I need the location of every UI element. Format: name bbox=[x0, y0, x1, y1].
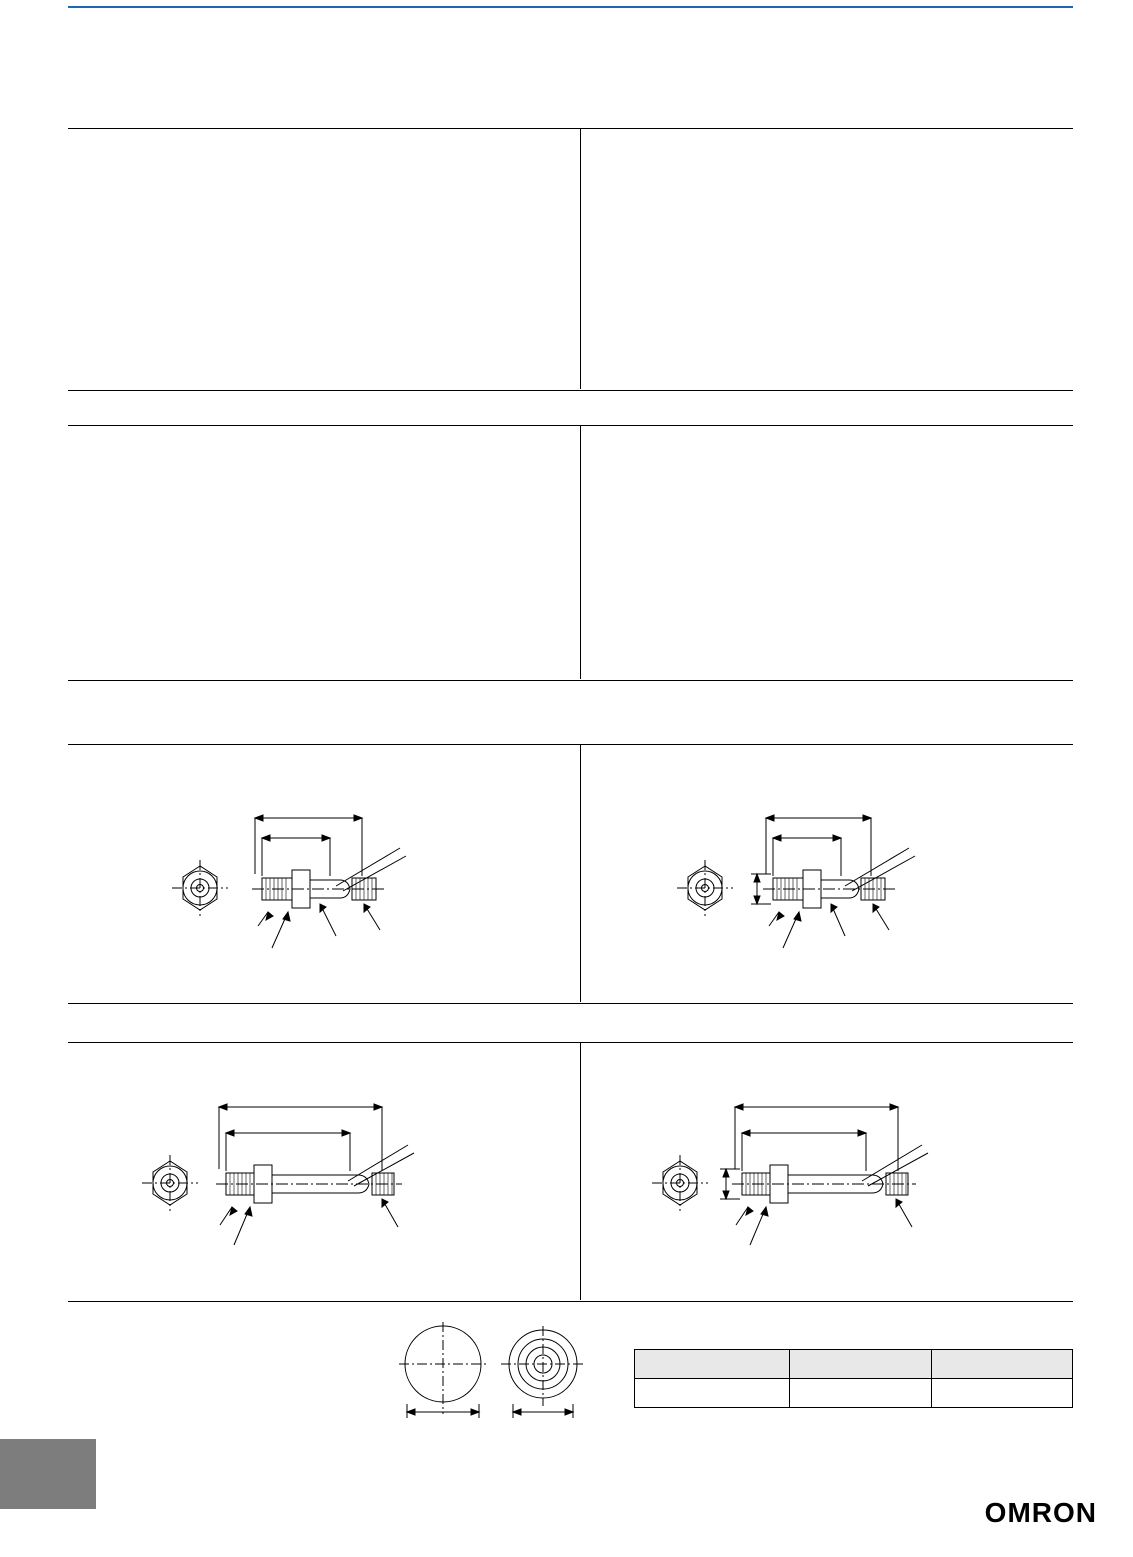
table-header-cell-3 bbox=[931, 1350, 1072, 1379]
dimension-drawing-m12-connector-long-flush bbox=[620, 1085, 1060, 1270]
table-cell-3 bbox=[931, 1379, 1072, 1408]
omron-logo-text: OMRON bbox=[984, 1497, 1097, 1528]
dimension-drawing-m12-prewired-long bbox=[90, 470, 560, 645]
dimension-drawing-m12-connector-short-flush bbox=[645, 790, 1075, 970]
section-4-divider bbox=[580, 1042, 581, 1300]
section-2-divider bbox=[580, 425, 581, 679]
table-cell-2 bbox=[789, 1379, 931, 1408]
omron-logo bbox=[985, 1497, 1097, 1529]
section-1-divider bbox=[580, 128, 581, 389]
connector-end-view-detail bbox=[385, 1322, 600, 1432]
dimension-drawing-m12-prewired-short bbox=[90, 180, 560, 350]
table-cell-1 bbox=[635, 1379, 790, 1408]
top-rule bbox=[68, 6, 1073, 8]
spec-table bbox=[634, 1349, 1073, 1408]
table-row bbox=[635, 1379, 1073, 1408]
table-header-cell-1 bbox=[635, 1350, 790, 1379]
table-header-cell-2 bbox=[789, 1350, 931, 1379]
dimension-drawing-m12-connector-long bbox=[110, 1085, 550, 1270]
section-3-divider bbox=[580, 744, 581, 1002]
dimension-drawing-m12-prewired-short-flush bbox=[595, 180, 1065, 350]
page-side-tab bbox=[0, 1439, 96, 1509]
dimension-drawing-m12-prewired-long-flush bbox=[595, 470, 1065, 645]
table-header-row bbox=[635, 1350, 1073, 1379]
dimension-drawing-m12-connector-short bbox=[140, 790, 570, 970]
